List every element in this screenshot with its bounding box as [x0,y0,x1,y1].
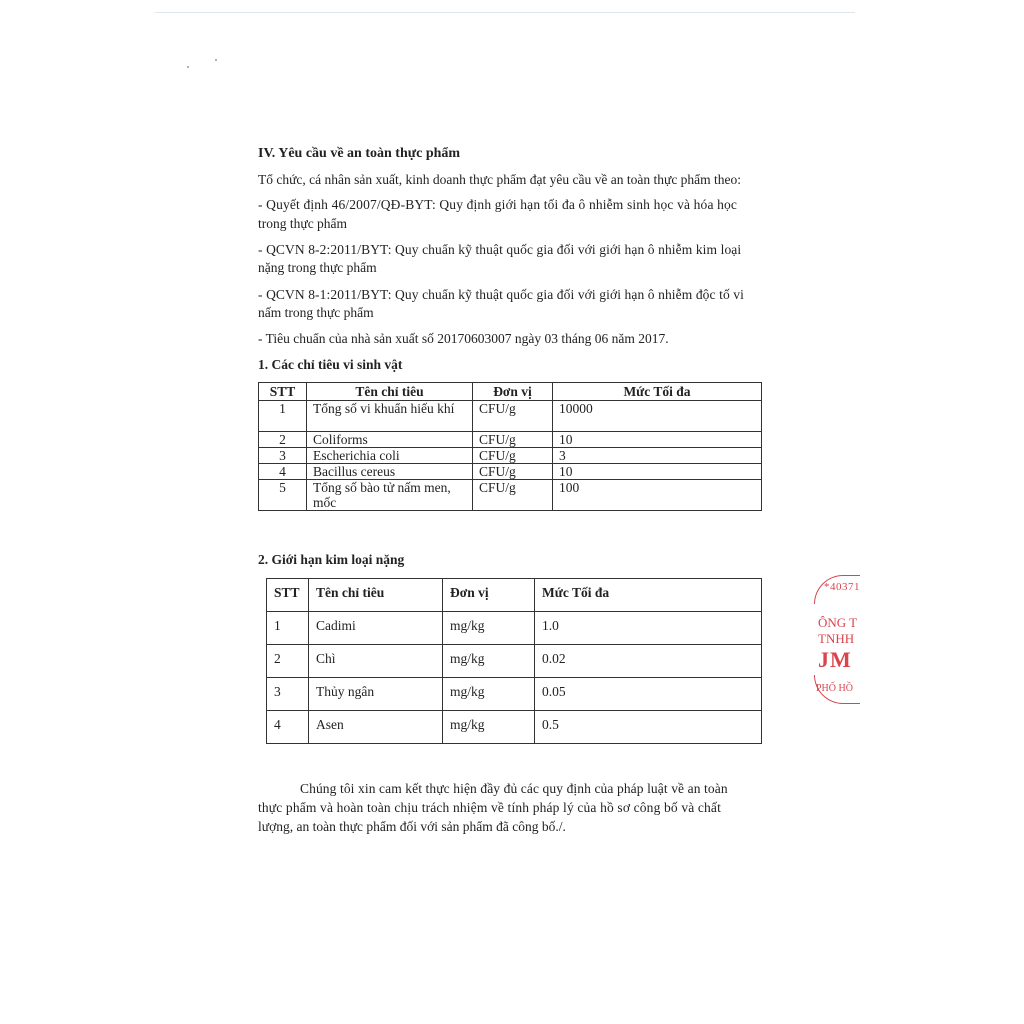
cell-stt: 3 [259,448,307,464]
table-row [259,448,762,464]
cell-unit: CFU/g [473,432,553,448]
header-unit: Đơn vị [443,579,535,612]
company-stamp [810,575,860,705]
cell-name: Chì [309,645,443,678]
table-row [267,645,762,678]
table-row [259,480,762,511]
section-title: IV. Yêu cầu về an toàn thực phẩm [258,146,461,161]
scan-speck [187,66,189,68]
table-header-row [267,579,762,612]
cell-name: Coliforms [307,432,473,448]
cell-max: 10000 [553,401,762,432]
table-header-row [259,383,762,401]
regulation-3-line2: nấm trong thực phẩm [258,305,374,320]
cell-stt: 3 [267,678,309,711]
stamp-line4: PHỐ HỒ [816,683,853,694]
cell-name: Thủy ngân [309,678,443,711]
scan-speck [215,59,217,61]
table2-title: 2. Giới hạn kim loại nặng [258,552,405,567]
cell-max: 10 [553,432,762,448]
stamp-line2: TNHH [818,631,855,646]
cell-unit: CFU/g [473,448,553,464]
table-row [267,678,762,711]
header-unit: Đơn vị [473,383,553,401]
cell-name: Escherichia coli [307,448,473,464]
regulation-2-line2: nặng trong thực phẩm [258,260,377,275]
regulation-1-line2: trong thực phẩm [258,216,348,231]
stamp-line3: JM [818,647,852,672]
scan-top-edge [155,12,855,13]
regulation-2-line1: - QCVN 8-2:2011/BYT: Quy chuẩn kỹ thuật quốc gia đối với giới hạn ô nhiễm kim loại [258,242,742,257]
table-row [259,401,762,432]
cell-unit: CFU/g [473,401,553,432]
intro-text: Tổ chức, cá nhân sản xuất, kinh doanh thực phẩm đạt yêu cầu về an toàn thực phẩm theo: [258,172,742,187]
cell-max: 10 [553,464,762,480]
cell-name: Cadimi [309,612,443,645]
cell-max: 0.02 [535,645,762,678]
cell-max: 100 [553,480,762,511]
regulation-4: - Tiêu chuẩn của nhà sản xuất số 20170603007 ngày 03 tháng 06 năm 2017. [258,331,669,346]
table-row [259,464,762,480]
cell-name: Tổng số bào tử nấm men, mốc [307,480,473,511]
regulation-1-line1: - Quyết định 46/2007/QĐ-BYT: Quy định giới hạn tối đa ô nhiễm sinh học và hóa học [258,197,738,212]
cell-max: 0.5 [535,711,762,744]
microbiology-table [258,382,762,511]
cell-max: 1.0 [535,612,762,645]
cell-stt: 5 [259,480,307,511]
cell-name: Bacillus cereus [307,464,473,480]
stamp-code: *40371 [824,581,860,593]
cell-stt: 2 [267,645,309,678]
cell-stt: 4 [267,711,309,744]
cell-stt: 4 [259,464,307,480]
commitment-line3: lượng, an toàn thực phẩm đối với sản phẩm đã công bố./. [258,819,566,834]
cell-name: Asen [309,711,443,744]
cell-stt: 2 [259,432,307,448]
cell-unit: mg/kg [443,678,535,711]
header-stt: STT [267,579,309,612]
cell-unit: mg/kg [443,711,535,744]
table1-title: 1. Các chỉ tiêu vi sinh vật [258,357,403,372]
regulation-3-line1: - QCVN 8-1:2011/BYT: Quy chuẩn kỹ thuật quốc gia đối với giới hạn ô nhiễm độc tố vi [258,287,744,302]
table-row [259,432,762,448]
commitment-line2: thực phẩm và hoàn toàn chịu trách nhiệm về tính pháp lý của hồ sơ công bố và chất [258,800,721,815]
header-max: Mức Tối đa [553,383,762,401]
cell-stt: 1 [267,612,309,645]
header-max: Mức Tối đa [535,579,762,612]
table-row [267,612,762,645]
stamp-line1: ÔNG T [818,615,858,630]
cell-unit: mg/kg [443,645,535,678]
cell-unit: mg/kg [443,612,535,645]
cell-unit: CFU/g [473,464,553,480]
commitment-line1: Chúng tôi xin cam kết thực hiện đầy đủ các quy định của pháp luật về an toàn [300,781,728,796]
header-name: Tên chỉ tiêu [309,579,443,612]
cell-name: Tổng số vi khuẩn hiếu khí [307,401,473,432]
cell-stt: 1 [259,401,307,432]
heavy-metal-table [266,578,762,744]
cell-unit: CFU/g [473,480,553,511]
header-stt: STT [259,383,307,401]
header-name: Tên chỉ tiêu [307,383,473,401]
table-row [267,711,762,744]
cell-max: 3 [553,448,762,464]
cell-max: 0.05 [535,678,762,711]
